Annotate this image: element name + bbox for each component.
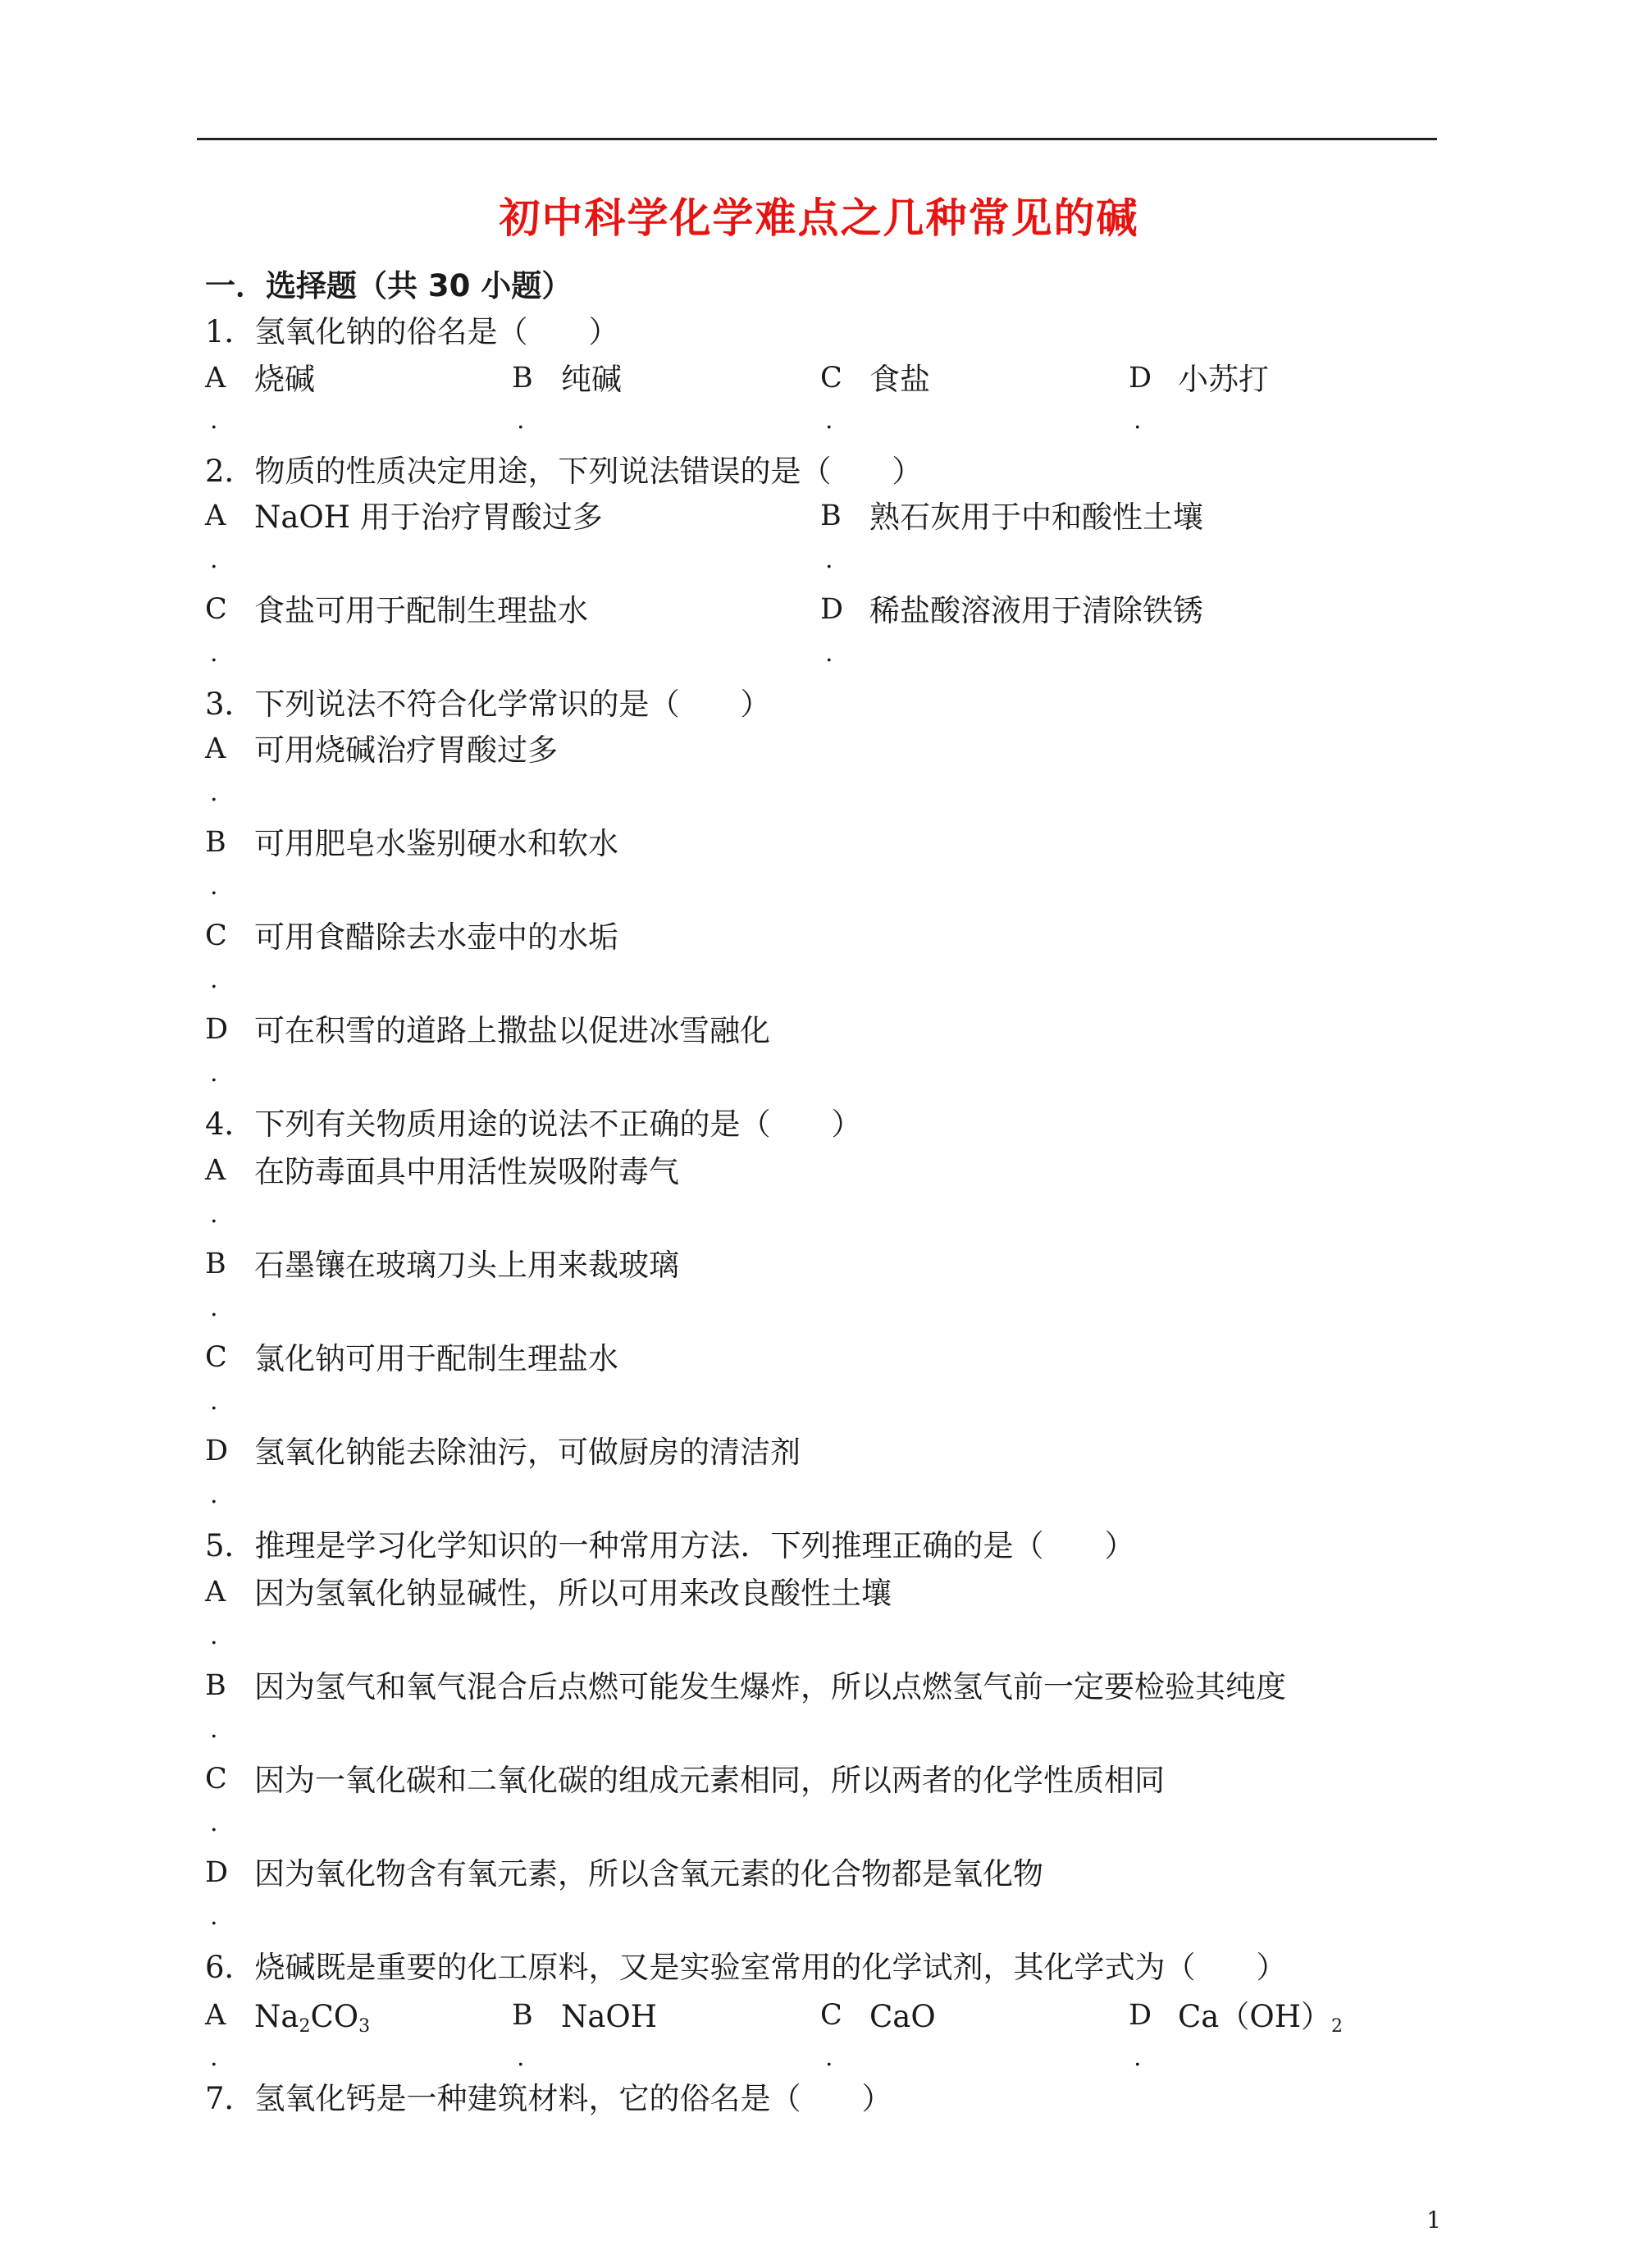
option-text-a: 在防毒面具中用活性炭吸附毒气 [254, 1154, 679, 1189]
question-2-stem: 2．物质的性质决定用途，下列说法错误的是（ ） [205, 454, 923, 489]
question-6-stem: 6．烧碱既是重要的化工原料，又是实验室常用的化学试剂，其化学式为（ ） [205, 1950, 1287, 1985]
option-text-b: 石墨镶在玻璃刀头上用来裁玻璃 [254, 1248, 679, 1283]
option-letter-d: D [1129, 362, 1152, 395]
option-letter-b: B [512, 1999, 533, 2032]
option-dot: . [517, 406, 525, 435]
option-text-b: NaOH [561, 1999, 658, 2034]
option-text-a: 烧碱 [254, 362, 315, 397]
question-5-stem: 5．推理是学习化学知识的一种常用方法．下列推理正确的是（ ） [205, 1528, 1135, 1563]
option-dot: . [210, 1387, 218, 1416]
option-text-d: $Ca(OH)_2$ [1178, 1999, 1343, 2037]
option-letter-b: B [205, 1669, 226, 1702]
option-letter-b: B [205, 826, 226, 859]
option-text-c: 氯化钠可用于配制生理盐水 [254, 1341, 618, 1376]
option-dot: . [210, 965, 218, 994]
option-letter-a: A [205, 1576, 226, 1609]
option-dot: . [210, 1715, 218, 1744]
option-dot: . [825, 545, 833, 574]
option-text-a: NaOH 用于治疗胃酸过多 [254, 500, 603, 535]
option-dot: . [210, 1809, 218, 1837]
option-letter-c: C [205, 593, 227, 626]
option-dot: . [210, 406, 218, 435]
option-letter-c: C [205, 920, 227, 952]
option-dot: . [210, 1200, 218, 1229]
option-text-d: 稀盐酸溶液用于清除铁锈 [869, 593, 1203, 628]
header-rule [197, 138, 1437, 140]
option-letter-d: D [205, 1013, 229, 1046]
option-text-c: 食盐 [869, 362, 930, 397]
option-letter-c: C [820, 362, 842, 395]
option-dot: . [210, 545, 218, 574]
option-dot: . [210, 872, 218, 901]
option-letter-a: A [205, 362, 226, 395]
option-text-c: 食盐可用于配制生理盐水 [254, 593, 588, 628]
option-letter-c: C [205, 1341, 227, 1374]
option-text-d: 氢氧化钠能去除油污，可做厨房的清洁剂 [254, 1435, 801, 1470]
option-dot: . [825, 2043, 833, 2072]
option-text-d: 因为氧化物含有氧元素，所以含氧元素的化合物都是氧化物 [254, 1856, 1043, 1892]
question-7-stem: 7．氢氧化钙是一种建筑材料，它的俗名是（ ） [205, 2081, 892, 2116]
section-heading: 一．选择题（共 30 小题） [205, 268, 573, 303]
option-dot: . [825, 406, 833, 435]
option-dot: . [1134, 406, 1142, 435]
option-letter-b: B [205, 1248, 226, 1280]
option-letter-a: A [205, 1154, 226, 1187]
option-dot: . [210, 639, 218, 668]
option-dot: . [210, 778, 218, 807]
option-text-c: CaO [869, 1999, 936, 2034]
option-letter-d: D [1129, 1999, 1152, 2032]
option-text-c: 可用食醋除去水壶中的水垢 [254, 920, 618, 955]
page-title: 初中科学化学难点之几种常见的碱 [499, 194, 1139, 242]
option-dot: . [210, 1481, 218, 1509]
question-4-stem: 4．下列有关物质用途的说法不正确的是（ ） [205, 1107, 862, 1142]
option-letter-a: A [205, 732, 226, 765]
option-letter-c: C [820, 1999, 842, 2032]
option-text-d: 可在积雪的道路上撒盐以促进冰雪融化 [254, 1013, 770, 1048]
option-letter-b: B [512, 362, 533, 395]
page-number: 1 [1426, 2206, 1441, 2234]
option-letter-c: C [205, 1763, 227, 1796]
option-text-b: 可用肥皂水鉴别硬水和软水 [254, 826, 618, 861]
question-1-stem: 1．氢氧化钠的俗名是（ ） [205, 314, 619, 349]
option-text-b: 纯碱 [561, 362, 622, 397]
option-letter-d: D [820, 593, 844, 626]
option-text-c: 因为一氧化碳和二氧化碳的组成元素相同，所以两者的化学性质相同 [254, 1763, 1165, 1798]
option-dot: . [517, 2043, 525, 2072]
option-letter-a: A [205, 1999, 226, 2032]
option-dot: . [210, 1902, 218, 1931]
option-text-a: 可用烧碱治疗胃酸过多 [254, 732, 558, 768]
option-dot: . [210, 2043, 218, 2072]
option-text-b: 熟石灰用于中和酸性土壤 [869, 500, 1203, 535]
option-dot: . [210, 1294, 218, 1322]
option-letter-d: D [205, 1435, 229, 1467]
option-text-b: 因为氢气和氧气混合后点燃可能发生爆炸，所以点燃氢气前一定要检验其纯度 [254, 1669, 1286, 1704]
option-dot: . [825, 639, 833, 668]
option-dot: . [210, 1622, 218, 1650]
question-3-stem: 3．下列说法不符合化学常识的是（ ） [205, 687, 771, 722]
option-dot: . [210, 1059, 218, 1088]
option-dot: . [1134, 2043, 1142, 2072]
option-text-d: 小苏打 [1178, 362, 1269, 397]
option-letter-b: B [820, 500, 842, 532]
option-text-a: 因为氢氧化钠显碱性，所以可用来改良酸性土壤 [254, 1576, 892, 1611]
option-letter-d: D [205, 1856, 229, 1889]
option-letter-a: A [205, 500, 226, 532]
option-text-a: $Na_2CO_3$ [254, 1999, 371, 2037]
